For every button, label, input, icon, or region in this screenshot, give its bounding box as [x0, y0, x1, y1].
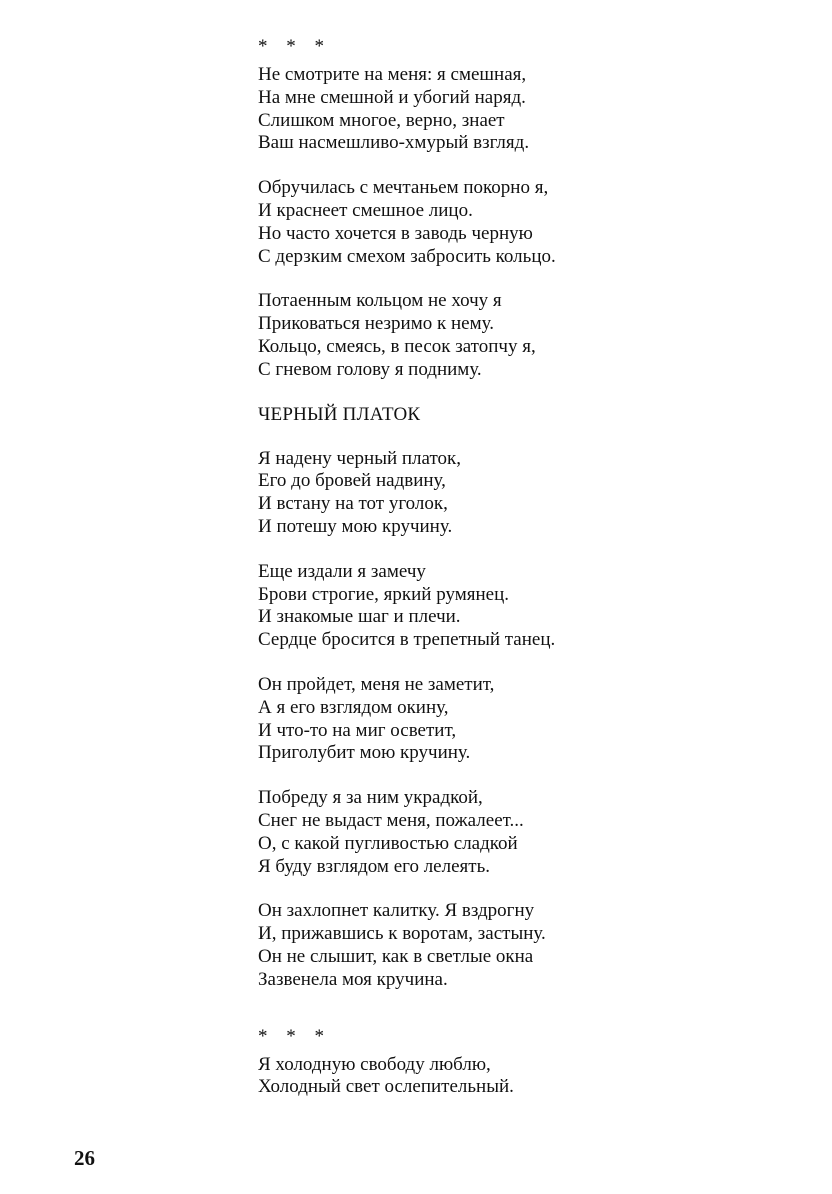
- page-number: 26: [74, 1146, 95, 1170]
- verse-line: Но часто хочется в заводь черную: [258, 222, 533, 244]
- verse-line: Брови строгие, яркий румянец.: [258, 583, 509, 605]
- poem-title: ЧЕРНЫЙ ПЛАТОК: [258, 403, 421, 425]
- verse-line: Кольцо, смеясь, в песок затопчу я,: [258, 335, 536, 357]
- verse-line: Я надену черный платок,: [258, 447, 462, 469]
- verse-line: Не смотрите на меня: я смешная,: [258, 64, 527, 85]
- verse-line: Побреду я за ним украдкой,: [258, 787, 483, 809]
- verse-line: Зазвенела моя кручина.: [258, 968, 448, 990]
- verse-line: О, с какой пугливостью сладкой: [258, 832, 518, 854]
- poem-column: [258, 36, 758, 1121]
- verse-line: Приголубит мою кручину.: [258, 742, 471, 764]
- verse-line: Ваш насмешливо-хмурый взгляд.: [258, 132, 530, 154]
- verse-line: И, прижавшись к воротам, застыну.: [258, 923, 546, 945]
- section-marker: * * *: [258, 1025, 331, 1047]
- stanza: [258, 900, 758, 991]
- verse-line: Он не слышит, как в светлые окна: [258, 945, 534, 967]
- stanza: [258, 448, 758, 539]
- stanza: [258, 177, 758, 268]
- stanza: [258, 1054, 758, 1100]
- verse-line: Приковаться незримо к нему.: [258, 313, 494, 335]
- verse-line: С дерзким смехом забросить кольцо.: [258, 245, 556, 267]
- stanza: [258, 787, 758, 878]
- verse-line: Я буду взглядом его лелеять.: [258, 855, 490, 877]
- verse-line: Холодный свет ослепительный.: [258, 1076, 514, 1098]
- verse-line: И что-то на миг осветит,: [258, 719, 457, 741]
- verse-line: Еще издали я замечу: [258, 560, 426, 582]
- verse-line: На мне смешной и убогий наряд.: [258, 86, 526, 108]
- verse-line: Я холодную свободу люблю,: [258, 1053, 491, 1075]
- verse-line: И знакомые шаг и плечи.: [258, 606, 461, 628]
- section-marker: * * *: [258, 36, 331, 57]
- verse-line: Обручилась с мечтаньем покорно я,: [258, 177, 549, 199]
- stanza: [258, 290, 758, 381]
- verse-line: Снег не выдаст меня, пожалеет...: [258, 809, 524, 831]
- verse-line: И потешу мою кручину.: [258, 515, 453, 537]
- spacer: [258, 1014, 758, 1026]
- verse-line: Он захлопнет калитку. Я вздрогну: [258, 900, 535, 922]
- verse-line: Сердце бросится в трепетный танец.: [258, 629, 556, 651]
- verse-line: И краснеет смешное лицо.: [258, 199, 473, 221]
- verse-line: Его до бровей надвину,: [258, 470, 446, 492]
- verse-line: Слишком многое, верно, знает: [258, 109, 505, 131]
- stanza: [258, 674, 758, 765]
- verse-line: С гневом голову я подниму.: [258, 358, 482, 380]
- stanza: [258, 561, 758, 652]
- verse-line: А я его взглядом окину,: [258, 696, 449, 718]
- verse-line: И встану на тот уголок,: [258, 493, 448, 515]
- verse-line: Потаенным кольцом не хочу я: [258, 290, 502, 312]
- verse-line: Он пройдет, меня не заметит,: [258, 673, 495, 695]
- stanza: [258, 64, 758, 155]
